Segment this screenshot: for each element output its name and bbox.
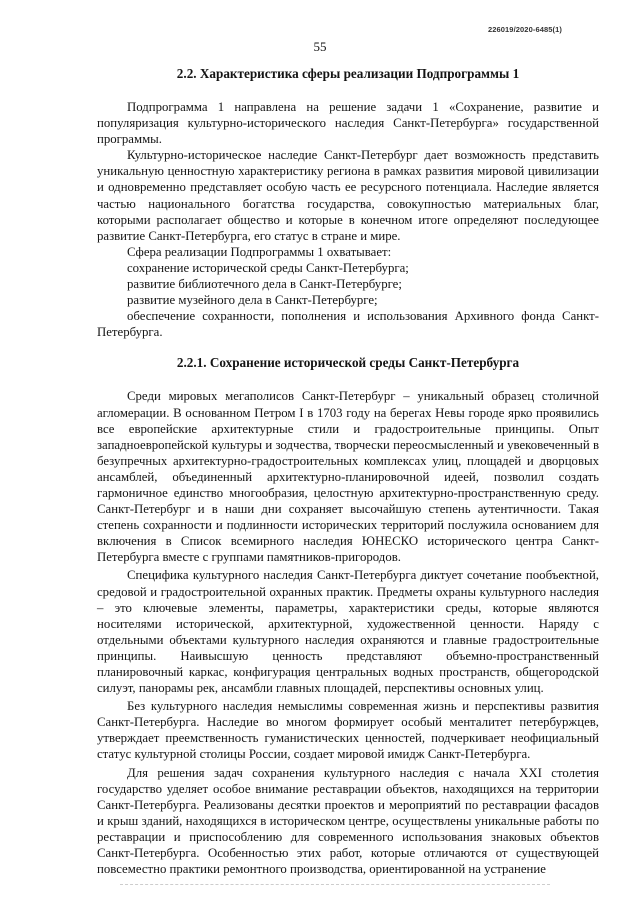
- paragraph: Среди мировых мегаполисов Санкт-Петербург – уникальный образец столичной агломерации. В основанном Петром I в 1703 году на берегах Невы городе ярко проявились все европейские архитектурные стили и градостроительные принципы. Опыт западноевропейской культуры и зодчества, творчески переосмысленный и увековеченный в безупречных архитектурно-градостроительных комплексах улиц, площадей и дворцовых ансамблей, объединенный архитектурно-планировочной идеей, позволил создать гармоничное единство многообразия, целостную архитектурно-пространственную среду. Санкт-Петербург и в наши дни сохраняет высочайшую степень аутентичности. Такая степень сохранности и подлинности исторических территорий послужила основанием для включения в Список всемирного наследия ЮНЕСКО исторического центра Санкт-Петербурга вместе с группами памятников-пригородов.: [97, 389, 599, 565]
- page-number: 55: [313, 39, 327, 54]
- document-registration-number: 226019/2020-6485(1): [487, 25, 562, 34]
- paragraph: Сфера реализации Подпрограммы 1 охватывает:: [127, 244, 392, 259]
- page-content: [97, 66, 599, 877]
- section-heading-2-2: 2.2. Характеристика сферы реализации Подпрограммы 1: [176, 66, 520, 81]
- list-item: развитие библиотечного дела в Санкт-Петербурге;: [127, 277, 402, 292]
- paragraph: Специфика культурного наследия Санкт-Петербурга диктует сочетание пообъектной, средовой и градостроительной охранных практик. Предметы охраны культурного наследия – это ключевые элементы, параметры, характеристики среды, которые являются носителями исторической, архитектурной, художественной ценности. Наряду с отдельными объектами культурного наследия охраняются и главные градостроительные принципы. Наивысшую ценность представляют объемно-пространственный планировочный каркас, конфигурация центральных водных пространств, общегородской силуэт, панорамы рек, ансамбли главных площадей, перспективы основных улиц.: [97, 568, 599, 696]
- paragraph: Для решения задач сохранения культурного наследия с начала XXI столетия государство уделяет особое внимание реставрации объектов, находящихся на территории Санкт-Петербурга. Реализованы десятки проектов и мероприятий по реставрации фасадов и крыш зданий, находящихся в историческом центре, осуществлены уникальные работы по реставрации и приспособлению для современного использования знаковых объектов Санкт-Петербурга. Особенностью этих работ, которые отличаются от существующей повсеместно практики ремонтного производства, ориентированной на устранение: [97, 765, 599, 877]
- paragraph: Культурно-историческое наследие Санкт-Петербург дает возможность представить уникальную ценностную характеристику региона в рамках развития мировой цивилизации и одновременно представляет особую часть ее ресурсного потенциала. Наследие является частью национального богатства государства, совокупностью материальных благ, которыми располагает общество и которые в конечном итоге определяют последующее развитие Санкт-Петербурга, его статус в стране и мире.: [97, 148, 599, 243]
- list-item: развитие музейного дела в Санкт-Петербурге;: [127, 293, 378, 308]
- paragraph: Без культурного наследия немыслимы современная жизнь и перспективы развития Санкт-Петербурга. Наследие во многом формирует особый менталитет петербуржцев, утверждает преемственность гуманистических ценностей, подчеркивает неофициальный статус культурной столицы России, создает мировой имидж Санкт-Петербурга.: [97, 699, 599, 762]
- list-item: обеспечение сохранности, пополнения и использования Архивного фонда Санкт-Петербурга.: [97, 309, 599, 340]
- list-item: сохранение исторической среды Санкт-Петербурга;: [127, 260, 409, 275]
- paragraph: Подпрограмма 1 направлена на решение задачи 1 «Сохранение, развитие и популяризация культурно-исторического наследия Санкт-Петербурга» государственной программы.: [97, 100, 599, 147]
- scan-artifact-line: [120, 884, 550, 887]
- section-heading-2-2-1: 2.2.1. Сохранение исторической среды Санкт-Петербурга: [176, 355, 520, 371]
